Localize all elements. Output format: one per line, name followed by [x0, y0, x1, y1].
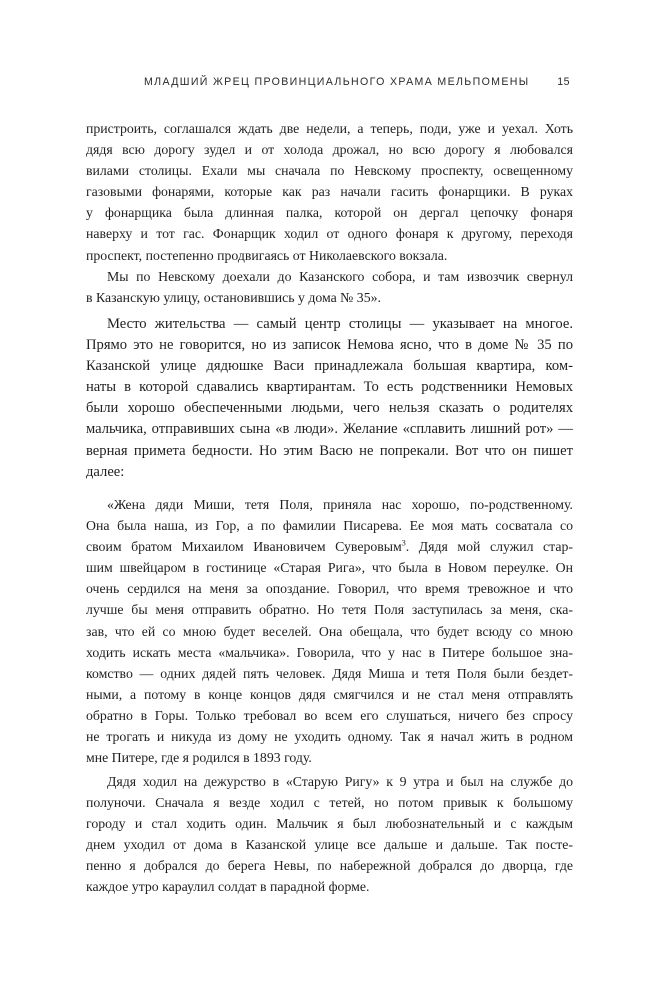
text-line: городу и стал ходить один. Мальчик я был любознательный и с каждым [86, 816, 573, 832]
text-line: лучше бы меня отправить обратно. Но тетя Поля заступилась за меня, ска- [86, 602, 573, 618]
text-line: пенно я добрался до берега Невы, по набережной добрался до дворца, где [86, 858, 573, 874]
text-line: верная примета бедности. Но этим Васю не попрекали. Вот что он пишет [86, 442, 573, 459]
text-line: каждое утро караулил солдат в парадной форме. [86, 879, 370, 895]
text-line: далее: [86, 463, 125, 480]
memoir-quote-2 [86, 494, 573, 768]
text-line: Мы по Невскому доехали до Казанского собора, и там извозчик свернул [107, 268, 573, 284]
text-line: наверху и тот гас. Фонарщик ходил от одного фонаря к другому, переходя [86, 226, 573, 242]
quote-2-text [86, 494, 573, 768]
commentary-text [86, 314, 573, 483]
text-line: зав, что ей со мною будет веселей. Она обещала, что будет всюду со мною [86, 623, 573, 639]
running-head-title: МЛАДШИЙ ЖРЕЦ ПРОВИНЦИАЛЬНОГО ХРАМА МЕЛЬПОМЕНЫ [144, 76, 530, 88]
text-line: Место жительства — самый центр столицы — указывает на многое. [107, 316, 573, 332]
text-line: очень сердился на меня за опоздание. Говорил, что время тревожное и что [86, 581, 573, 597]
text-line: Прямо это не говорится, но из записок Немова ясно, что в доме № 35 по [86, 337, 573, 354]
text-line: газовыми фонарями, которые как раз начали гасить фонарщики. В руках [86, 184, 573, 200]
text-line: днем уходил от дома в Казанской улице все дальше и дальше. Так посте- [86, 837, 573, 853]
quote-1-paragraph-1 [86, 118, 573, 266]
memoir-quote-3 [86, 771, 573, 898]
text-line: проспект, постепенно продвигаясь от Николаевского вокзала. [86, 247, 448, 263]
text-line: Она была наша, из Гор, а по фамилии Писарева. Ее моя мать сосватала со [86, 518, 573, 534]
text-line: шим швейцаром в гостинице «Старая Рига», что была в Новом переулке. Он [86, 560, 573, 576]
quote-1-paragraph-2 [86, 266, 573, 308]
text-line: ными, а потому в конце концов дядя смягчился и не стал меня отправлять [86, 686, 573, 702]
text-line: «Жена дяди Миши, тетя Поля, приняла нас хорошо, по-родственному. [107, 497, 573, 512]
text-line: вилами столицы. Ехали мы сначала по Невскому проспекту, освещенному [86, 163, 573, 179]
running-head [86, 76, 573, 96]
text-line: обратно в Горы. Только требовал во всем его слушаться, ничего без спросу [86, 707, 573, 723]
text-line: пристроить, соглашался ждать две недели, а теперь, поди, уже и уехал. Хоть [86, 121, 573, 136]
page-number: 15 [557, 76, 570, 88]
quote-3-text [86, 771, 573, 898]
memoir-quote-1 [86, 118, 573, 308]
book-page [86, 0, 573, 1000]
text-line: у фонарщика была длинная палка, которой он дергал цепочку фонаря [86, 205, 573, 221]
text-fragment: своим братом Михаилом Ивановичем Суверовым [86, 539, 402, 555]
text-line: мне Питере, где я родился в 1893 году. [86, 750, 312, 766]
text-line: полуночи. Сначала я везде ходил с тетей, но потом привык к большому [86, 795, 573, 811]
text-line: были хорошо обеспеченными людьми, чего нельзя сказать о родителях [86, 400, 573, 417]
text-line: в Казанскую улицу, остановившись у дома № 35». [86, 289, 381, 305]
text-line: ходить искать места «мальчика». Говорила, что у нас в Питере большое зна- [86, 644, 573, 660]
text-line: дядя всю дорогу зудел и от холода дрожал, но всю дорогу я любовался [86, 142, 573, 158]
text-line: комство — одних дядей пять человек. Дядя Миша и тетя Поля были бездет- [86, 665, 573, 681]
text-line: не трогать и никуда из дому не уходить одному. Так я начал жить в родном [86, 729, 573, 745]
text-line: Дядя ходил на дежурство в «Старую Ригу» к 9 утра и был на службе до [107, 774, 573, 789]
text-line: мальчика, отправивших сына «в люди». Желание «сплавить лишний рот» — [86, 421, 573, 438]
text-fragment: . Дядя мой служил стар- [405, 539, 573, 555]
text-line: Казанской улице дядюшке Васи принадлежала большая квартира, ком- [86, 358, 573, 375]
text-line: наты в которой сдавались квартирантам. То есть родственники Немовых [86, 379, 573, 396]
commentary-paragraph [86, 314, 573, 483]
footnote-reference[interactable]: 3 [401, 538, 406, 548]
text-line-with-footnote [86, 536, 573, 557]
